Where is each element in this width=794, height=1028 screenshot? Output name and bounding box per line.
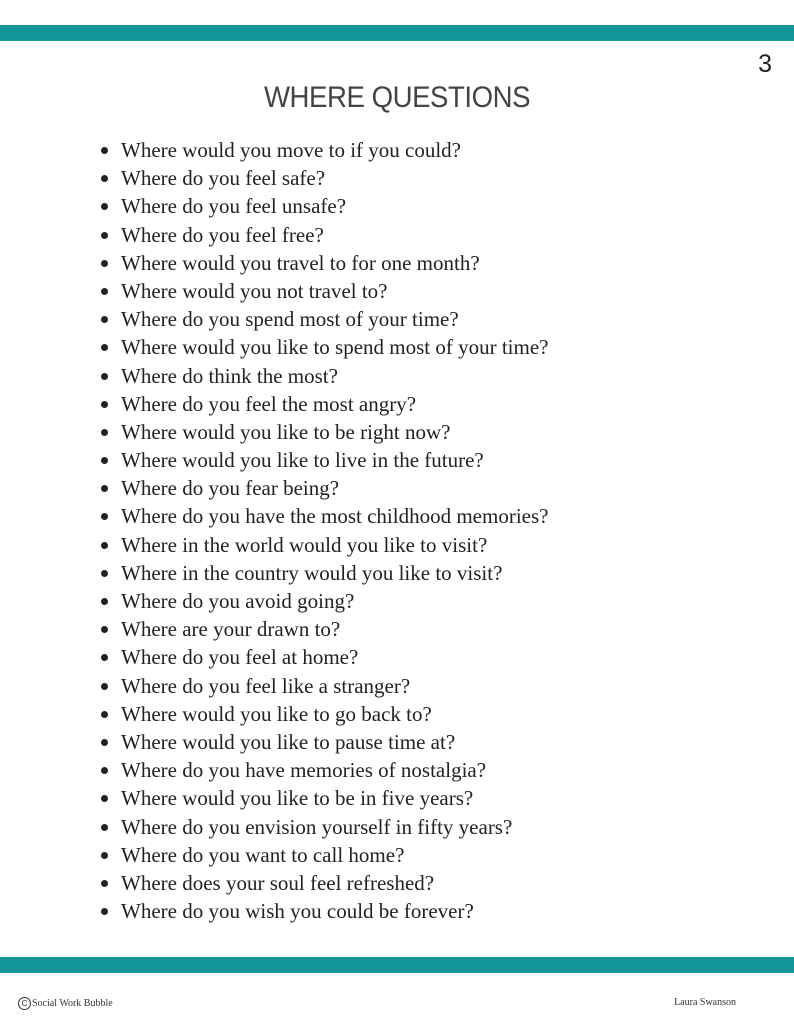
bullet-icon [101, 824, 108, 831]
list-item [98, 446, 549, 474]
bullet-icon [101, 683, 108, 690]
footer-brand: Social Work Bubble [32, 998, 113, 1009]
list-item [98, 869, 549, 897]
question-text: Where does your soul feel refreshed? [121, 870, 435, 895]
bullet-icon [101, 232, 108, 239]
question-text: Where are your drawn to? [121, 617, 341, 642]
list-item [98, 136, 549, 164]
list-item [98, 700, 549, 728]
bullet-icon [101, 880, 108, 887]
list-item [98, 643, 549, 671]
bullet-icon [101, 626, 108, 633]
bullet-icon [101, 852, 108, 859]
bullet-icon [101, 175, 108, 182]
question-text: Where do you spend most of your time? [121, 307, 459, 332]
list-item [98, 249, 549, 277]
list-item [98, 728, 549, 756]
question-text: Where would you like to be right now? [121, 419, 451, 444]
question-text: Where would you move to if you could? [121, 138, 461, 162]
question-text: Where do you have memories of nostalgia? [121, 758, 487, 783]
bullet-icon [101, 344, 108, 351]
question-text: Where do you feel free? [121, 222, 324, 247]
bullet-icon [101, 401, 108, 408]
bullet-icon [101, 654, 108, 661]
bullet-icon [101, 485, 108, 492]
bullet-icon [101, 739, 108, 746]
bullet-icon [101, 542, 108, 549]
question-text: Where do you feel safe? [121, 166, 326, 191]
question-text: Where would you like to be in five years? [121, 786, 474, 811]
list-item [98, 841, 549, 869]
copyright-icon: C [18, 997, 31, 1010]
question-text: Where do you avoid going? [121, 589, 355, 613]
bullet-icon [101, 316, 108, 323]
question-text: Where would you not travel to? [121, 278, 388, 303]
list-item [98, 672, 549, 700]
list-item [98, 305, 549, 333]
question-text: Where would you like to live in the future? [121, 448, 484, 473]
bullet-icon [101, 429, 108, 436]
page-number: 3 [758, 50, 772, 78]
question-text: Where do you feel at home? [121, 645, 359, 670]
bullet-icon [101, 203, 108, 210]
question-text: Where do you feel unsafe? [121, 194, 347, 219]
list-item [98, 897, 549, 925]
list-item [98, 559, 549, 587]
question-text: Where do you envision yourself in fifty years? [121, 814, 513, 839]
list-item [98, 756, 549, 784]
question-text: Where do you want to call home? [121, 842, 405, 867]
question-list [98, 136, 549, 925]
bullet-icon [101, 908, 108, 915]
list-item [98, 502, 549, 530]
bullet-icon [101, 795, 108, 802]
question-text: Where in the world would you like to visit? [121, 532, 488, 557]
list-item [98, 277, 549, 305]
question-text: Where would you like to go back to? [121, 701, 432, 726]
list-item [98, 615, 549, 643]
question-text: Where in the country would you like to visit? [121, 560, 503, 585]
question-text: Where do you have the most childhood memories? [121, 504, 549, 529]
list-item [98, 192, 549, 220]
list-item [98, 164, 549, 192]
question-text: Where do you feel the most angry? [121, 391, 417, 416]
list-item [98, 474, 549, 502]
list-item [98, 587, 549, 615]
question-text: Where do think the most? [121, 363, 338, 388]
top-accent-bar [0, 25, 794, 41]
footer-author: Laura Swanson [674, 997, 736, 1008]
list-item [98, 362, 549, 390]
page-title: WHERE QUESTIONS [263, 81, 531, 114]
question-text: Where would you travel to for one month? [121, 250, 480, 275]
list-item [98, 390, 549, 418]
bullet-icon [101, 767, 108, 774]
bullet-icon [101, 570, 108, 577]
bullet-icon [101, 373, 108, 380]
bullet-icon [101, 147, 108, 154]
bullet-icon [101, 288, 108, 295]
bullet-icon [101, 711, 108, 718]
list-item [98, 221, 549, 249]
question-text: Where do you feel like a stranger? [121, 673, 411, 698]
bullet-icon [101, 260, 108, 267]
question-text: Where would you like to pause time at? [121, 729, 456, 754]
question-text: Where do you fear being? [121, 476, 340, 501]
bottom-accent-bar [0, 957, 794, 973]
list-item [98, 418, 549, 446]
list-item [98, 531, 549, 559]
bullet-icon [101, 598, 108, 605]
list-item [98, 813, 549, 841]
question-text: Where do you wish you could be forever? [121, 899, 474, 924]
list-item [98, 784, 549, 812]
footer-copyright [18, 997, 113, 1010]
bullet-icon [101, 457, 108, 464]
bullet-icon [101, 513, 108, 520]
question-text: Where would you like to spend most of your time? [121, 335, 549, 360]
list-item [98, 333, 549, 361]
